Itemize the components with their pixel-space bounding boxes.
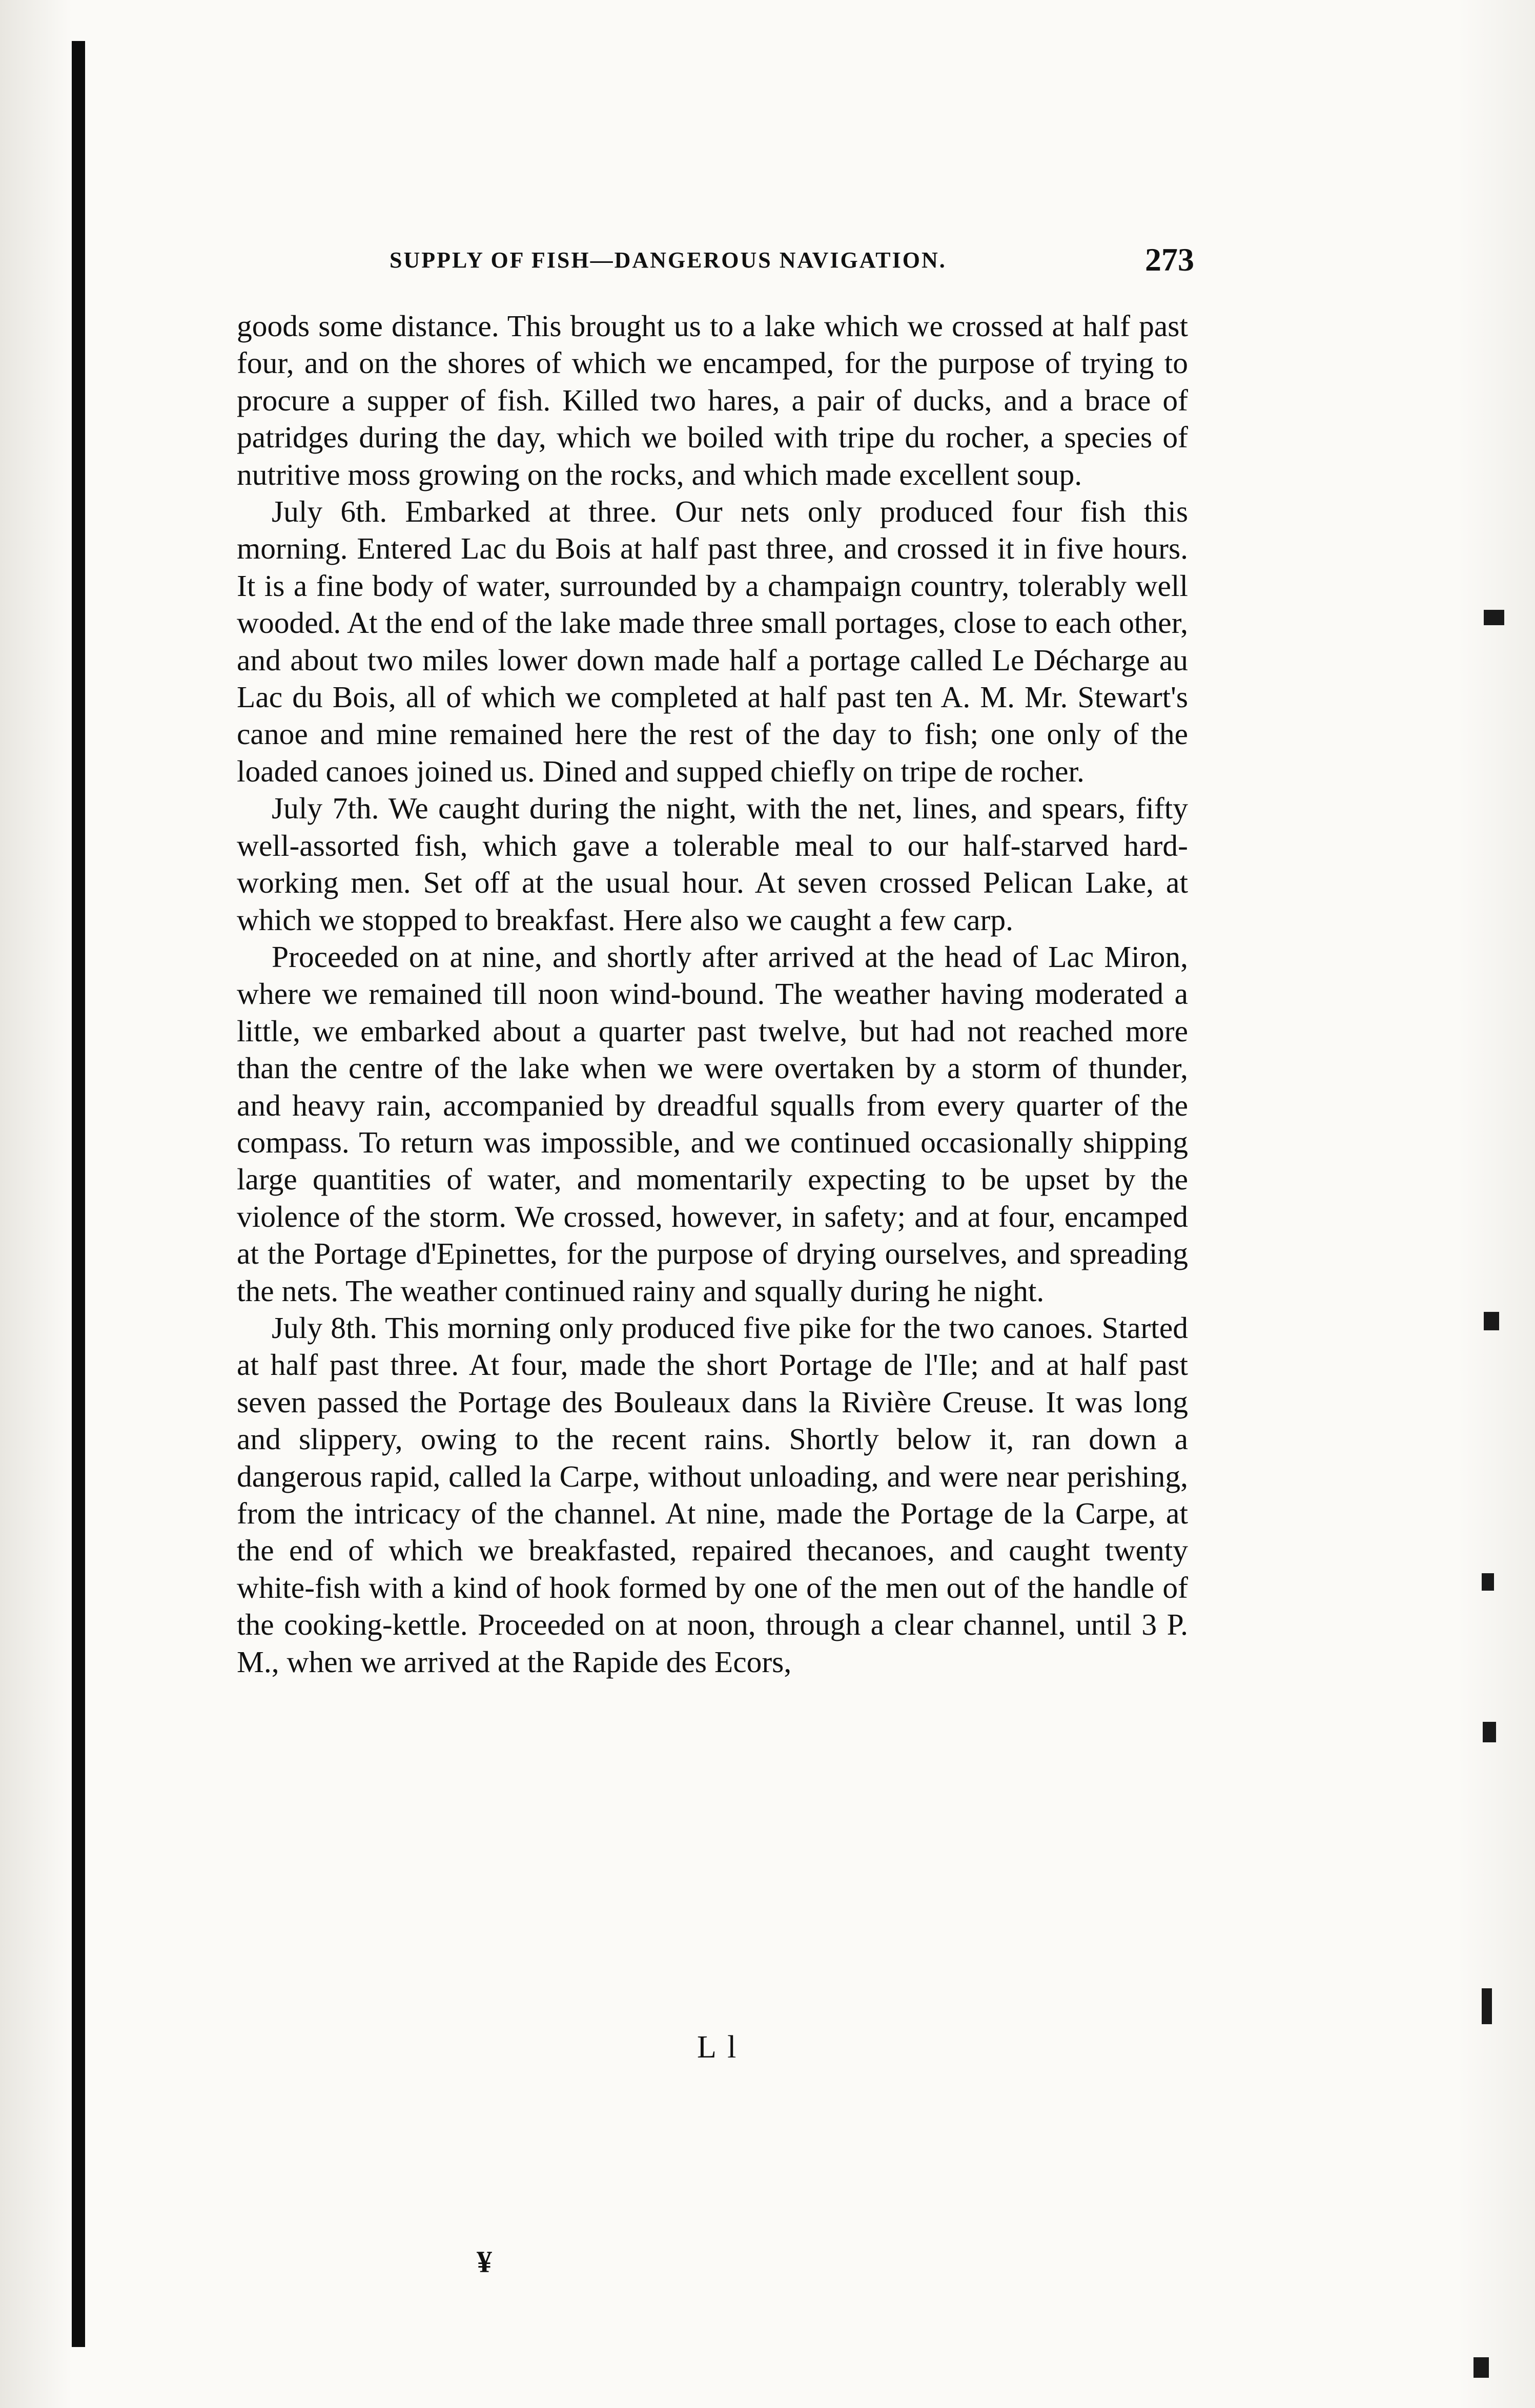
- binding-shadow: [0, 0, 72, 2408]
- page-number: 273: [1145, 241, 1194, 278]
- signature-mark: L l: [697, 2030, 739, 2065]
- scan-speck: [1473, 2357, 1489, 2378]
- paragraph: July 7th. We caught during the night, with the net, lines, and spears, fifty well-assorted fish, which gave a tolerable meal to our half-starved hard-working men. Set off at the usual hour. At seven crossed Pelican Lake, at which we stopped to breakfast. Here also we caught a few carp.: [237, 791, 1188, 937]
- paragraph: Proceeded on at nine, and shortly after arrived at the head of Lac Miron, where we remained till noon wind-bound. The weather having moderated a little, we embarked about a quarter past twelve, but had not reached more than the centre of the lake when we were overtaken by a storm of thunder, and heavy rain, accompanied by dreadful squalls from every quarter of the compass. To return was impossible, and we continued occasionally shipping large quantities of water, and momentarily expecting to be upset by the violence of the storm. We crossed, however, in safety; and at four, encamped at the Portage d'Epinettes, for the purpose of drying ourselves, and spreading the nets. The weather continued rainy and squally during he night.: [237, 939, 1188, 1308]
- scan-speck: [1484, 1312, 1499, 1330]
- scan-speck: [1484, 610, 1504, 625]
- paragraph: goods some distance. This brought us to a lake which we crossed at half past four, and on the shores of which we encamped, for the purpose of trying to procure a supper of fish. Killed two hares, a pair of ducks, and a brace of patridges during the day, which we boiled with tripe du rocher, a species of nutritive moss growing on the rocks, and which made excellent soup.: [237, 309, 1188, 491]
- scan-speck: [1482, 1988, 1492, 2024]
- page-header: [354, 241, 1194, 282]
- body-text: [237, 307, 1188, 1680]
- binding-edge: [72, 41, 85, 2347]
- running-head: SUPPLY OF FISH—DANGEROUS NAVIGATION.: [390, 248, 947, 273]
- paragraph: July 8th. This morning only produced five pike for the two canoes. Started at half past three. At four, made the short Portage de l'Ile; and at half past seven passed the Portage des Bouleaux dans la Rivière Creuse. It was long and slippery, owing to the recent rains. Shortly below it, ran down a dangerous rapid, called la Carpe, without unloading, and were near perishing, from the intricacy of the channel. At nine, made the Portage de la Carpe, at the end of which we breakfasted, repaired thecanoes, and caught twenty white-fish with a kind of hook formed by one of the men out of the handle of the cooking-kettle. Proceeded on at noon, through a clear channel, until 3 P. M., when we arrived at the Rapide des Ecors,: [237, 1310, 1188, 1679]
- page-edge: [1458, 0, 1535, 2408]
- scan-speck: [1482, 1573, 1494, 1591]
- scan-speck: [1483, 1722, 1496, 1742]
- footer-mark: ¥: [477, 2245, 492, 2279]
- paragraph: July 6th. Embarked at three. Our nets only produced four fish this morning. Entered Lac du Bois at half past three, and crossed it in five hours. It is a fine body of water, surrounded by a champaign country, tolerably well wooded. At the end of the lake made three small portages, close to each other, and about two miles lower down made half a portage called Le Décharge au Lac du Bois, all of which we completed at half past ten A. M. Mr. Stewart's canoe and mine remained here the rest of the day to fish; one only of the loaded canoes joined us. Dined and supped chiefly on tripe de rocher.: [237, 495, 1188, 788]
